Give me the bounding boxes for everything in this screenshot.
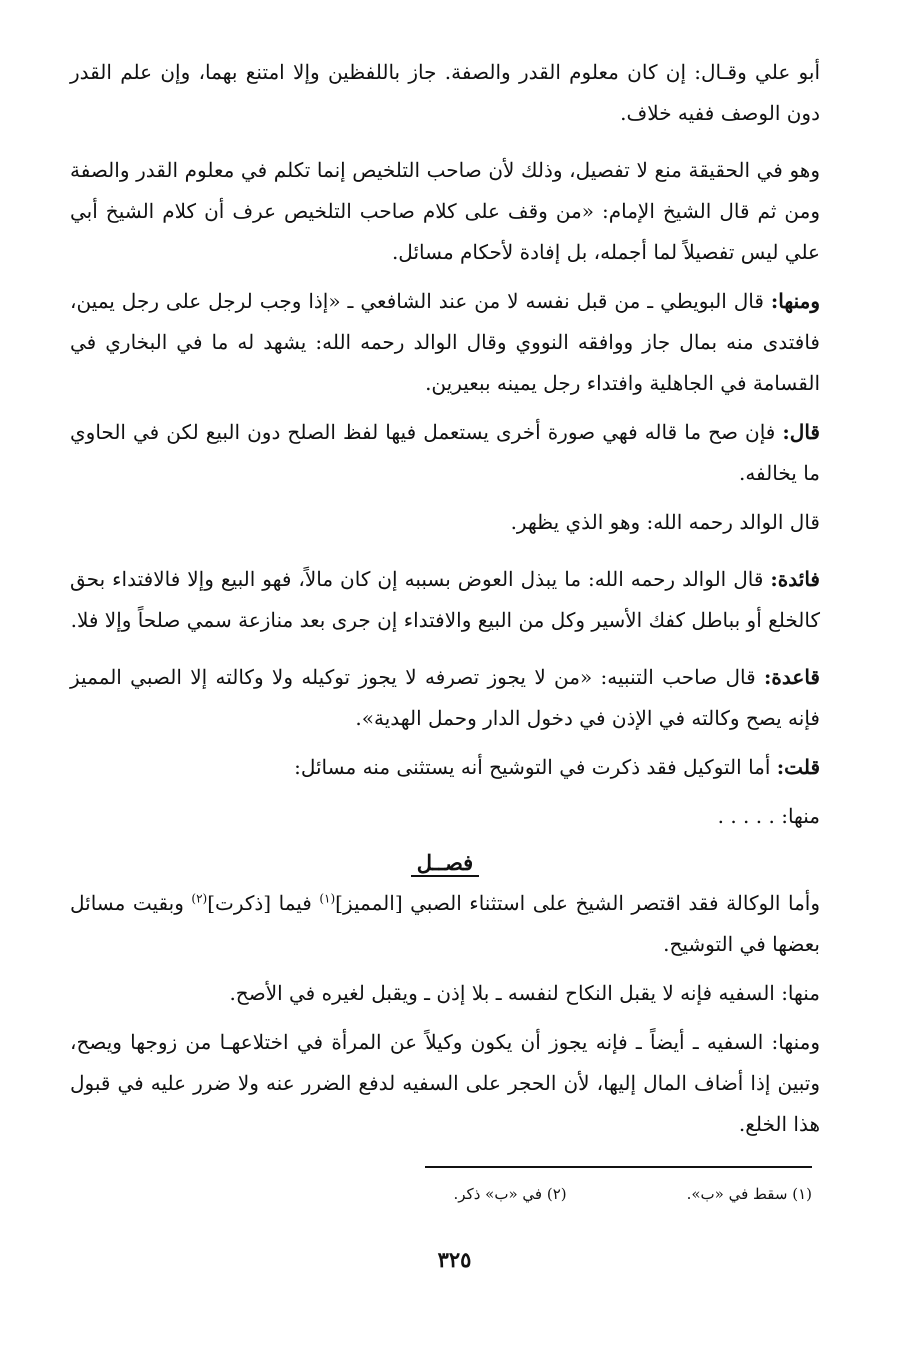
paragraph-3: ومنها: قال البويطي ـ من قبل نفسه لا من عند الشافعي ـ «إذا وجب لرجل على رجل يمين، فافتدى منه بمال جاز ووافقه النووي وقال الوالد رحمه الله: يشهد له ما في البخاري في القسامة في الجاهلية وافتداء رجل يمينه ببعيرين.: [70, 289, 820, 395]
paragraph-7: قاعدة: قال صاحب التنبيه: «من لا يجوز تصرفه لا يجوز توكيله ولا وكالته إلا الصبي المميز فإنه يصح وكالته في الإذن في دخول الدار وحمل الهدية».: [70, 665, 820, 730]
paragraph-lead: فائدة:: [770, 567, 820, 591]
paragraph-6: فائدة: قال الوالد رحمه الله: ما يبذل العوض بسببه إن كان مالاً، فهو البيع وإلا فالافتداء بحق كالخلع أو بباطل كفك الأسير وكل من البيع والافتداء إن جرى بعد منازعة سمي صلحاً وإلا فلا.: [70, 567, 820, 632]
footnote-1: (١) سقط في «ب».: [686, 1185, 812, 1203]
section-paragraph-2: منها: السفيه فإنه لا يقبل النكاح لنفسه ـ بلا إذن ـ ويقبل لغيره في الأصح.: [229, 981, 820, 1005]
section-paragraph-1: وأما الوكالة فقد اقتصر الشيخ على استثناء الصبي [المميز]$^{(١)}$ فيما [ذكرت]$^{(٢)}$ وبقيت مسائل بعضها في التوشيح.: [70, 891, 820, 956]
page-body: [70, 52, 820, 1153]
paragraph-9: منها: . . . . .: [717, 804, 820, 828]
footnote-2: (٢) في «ب» ذكر.: [453, 1185, 567, 1203]
section-heading: فصــل: [70, 845, 820, 881]
paragraph-lead: قلت:: [776, 755, 820, 779]
paragraph-1: أبو علي وقـال: إن كان معلوم القدر والصفة. جاز باللفظين وإلا امتنع بهما، وإن علم القدر دون الوصف ففيه خلاف.: [70, 60, 820, 125]
paragraph-2: وهو في الحقيقة منع لا تفصيل، وذلك لأن صاحب التلخيص إنما تكلم في معلوم القدر والصفة ومن ثم قال الشيخ الإمام: «من وقف على كلام صاحب التلخيص عرف أن كلام الشيخ أبي علي ليس تفصيلاً لما أجمله، بل إفادة لأحكام مسائل.: [70, 158, 820, 264]
footnote-ref-1[interactable]: (١): [319, 891, 336, 906]
section-paragraph-3: ومنها: السفيه ـ أيضاً ـ فإنه يجوز أن يكون وكيلاً عن المرأة في اختلاعهـا من زوجها ويصح، وتبين إذا أضاف المال إليها، لأن الحجر على السفيه لدفع الضرر عنه ولا ضرر عليه في قبول هذا الخلع.: [70, 1030, 820, 1136]
paragraph-lead: ومنها:: [770, 289, 820, 313]
footnote-divider: [425, 1166, 812, 1168]
paragraph-4: قال: فإن صح ما قاله فهي صورة أخرى يستعمل فيها لفظ الصلح دون البيع لكن في الحاوي ما يخالفه.: [70, 420, 820, 485]
footnotes: [360, 1182, 812, 1206]
paragraph-8: قلت: أما التوكيل فقد ذكرت في التوشيح أنه يستثنى منه مسائل:: [294, 755, 820, 779]
page-number: ٣٢٥: [437, 1247, 472, 1272]
footnote-ref-2[interactable]: (٢): [191, 891, 208, 906]
paragraph-lead: قاعدة:: [764, 665, 820, 689]
paragraph-lead: قال:: [782, 420, 820, 444]
paragraph-5: قال الوالد رحمه الله: وهو الذي يظهر.: [510, 510, 820, 534]
